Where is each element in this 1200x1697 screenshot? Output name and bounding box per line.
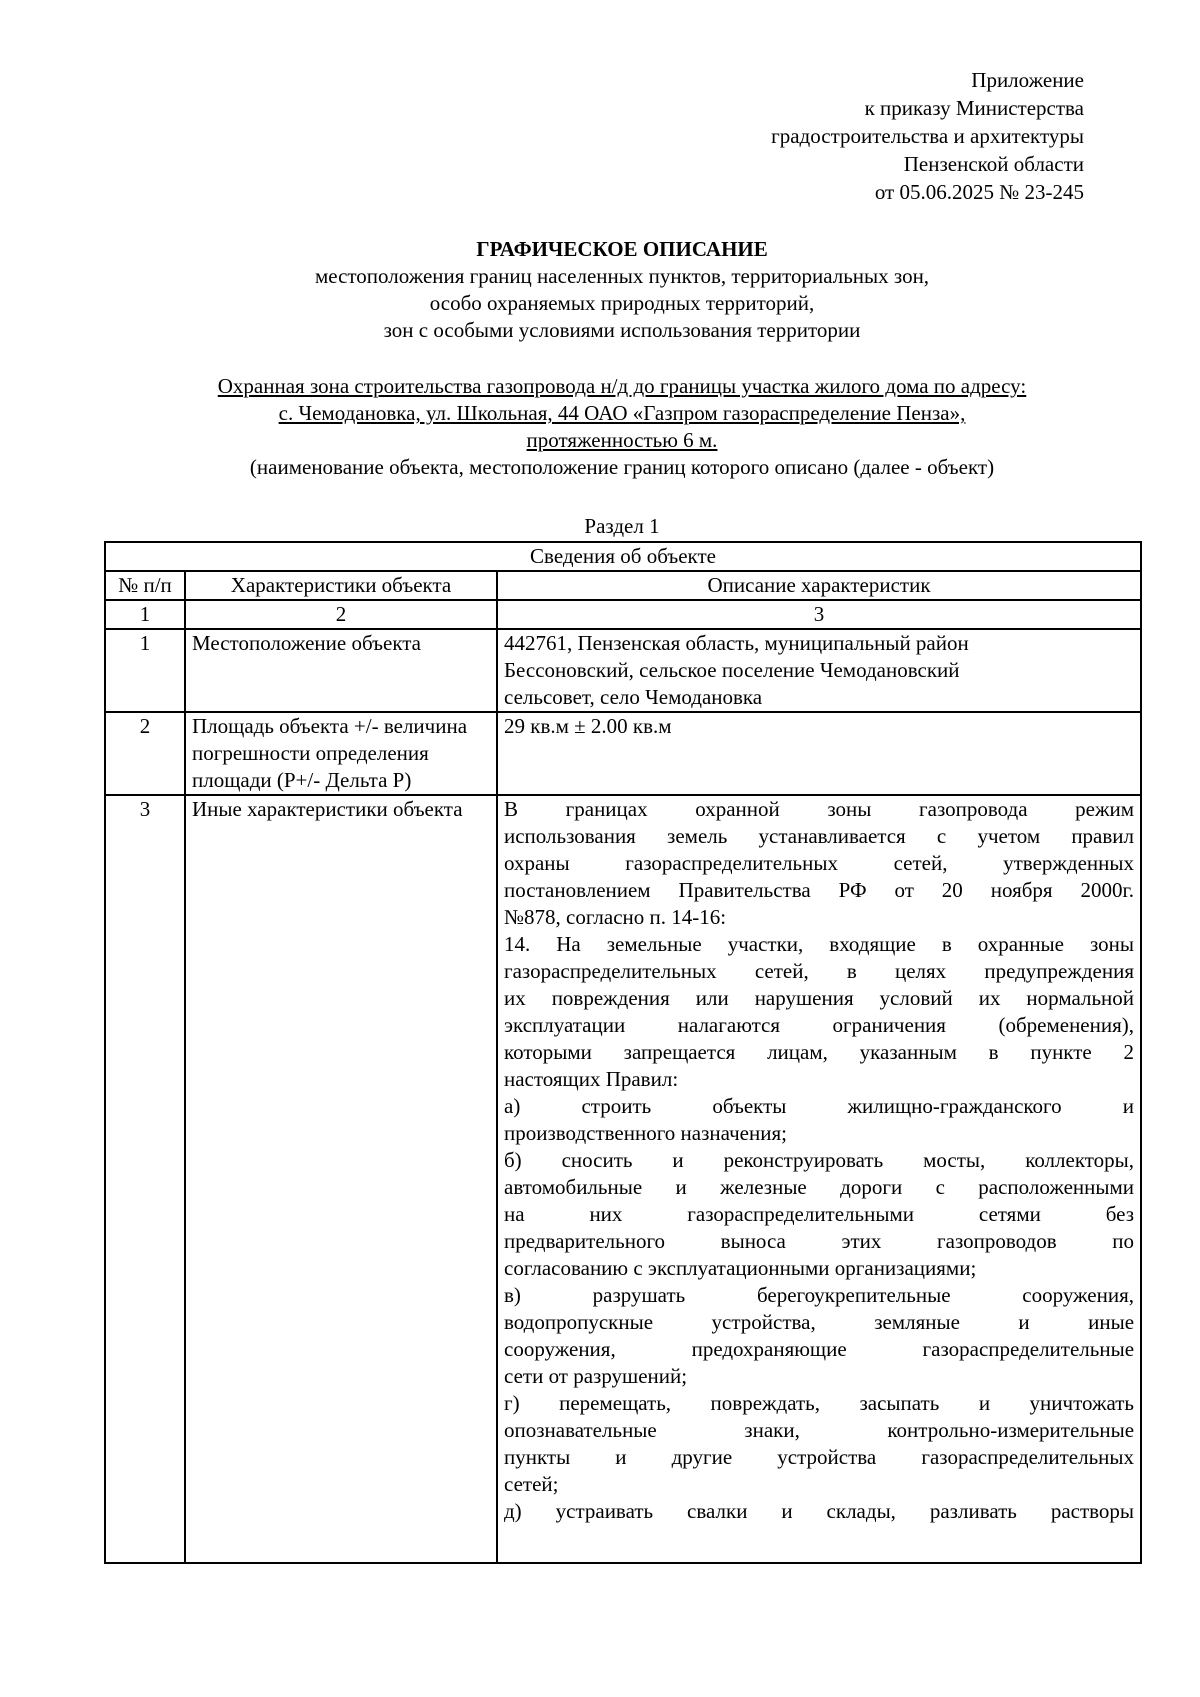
row-characteristic — [185, 712, 497, 795]
description-line: постановлением Правительства РФ от 20 ноября 2000г. — [504, 878, 1135, 902]
description-line: 442761, Пензенская область, муниципальный район — [504, 631, 969, 655]
object-info-table — [104, 541, 1142, 1578]
description-line: сооружения, предохраняющие газораспределительные — [504, 1337, 1135, 1361]
object-name-line: Охранная зона строительства газопровода н/д до границы участка жилого дома по адресу: — [217, 374, 1027, 398]
description-line: на них газораспределительными сетями без — [504, 1202, 1135, 1226]
description-line: Бессоновский, сельское поселение Чемодановский — [504, 658, 960, 682]
object-name-line: с. Чемодановка, ул. Школьная, 44 ОАО «Газпром газораспределение Пенза», — [278, 401, 966, 425]
description-line: б) сносить и реконструировать мосты, коллекторы, — [504, 1148, 1135, 1172]
row-characteristic: Местоположение объекта — [185, 629, 497, 712]
table-title-row — [105, 542, 1141, 571]
row-characteristic: Иные характеристики объекта — [185, 795, 497, 1577]
approval-line: к приказу Министерства — [864, 96, 1084, 120]
header-cell: Характеристики объекта — [185, 571, 497, 600]
description-line: 14. На земельные участки, входящие в охранные зоны — [504, 932, 1135, 956]
description-line: №878, согласно п. 14-16: — [504, 905, 727, 929]
section-label: Раздел 1 — [584, 514, 660, 538]
description-line: а) строить объекты жилищно-гражданского и — [504, 1094, 1135, 1118]
characteristic-line: Площадь объекта +/- величина — [192, 714, 468, 738]
description-line: настоящих Правил: — [504, 1067, 679, 1091]
description-line: охраны газораспределительных сетей, утвержденных — [504, 851, 1135, 875]
description-line: эксплуатации налагаются ограничения (обременения), — [504, 1013, 1135, 1037]
table-row — [105, 795, 1141, 1577]
row-description — [497, 712, 1141, 795]
description-line: их повреждения или нарушения условий их нормальной — [504, 986, 1135, 1010]
table-title: Сведения об объекте — [105, 542, 1141, 571]
row-number: 2 — [105, 712, 185, 795]
page-bottom-margin — [100, 1564, 1160, 1697]
column-number-cell: 1 — [105, 600, 185, 629]
row-number: 3 — [105, 795, 185, 1577]
characteristic-line: площади (Р+/- Дельта Р) — [192, 768, 412, 792]
description-line: предварительного выноса этих газопроводов по — [504, 1229, 1135, 1253]
table-bottom-border — [104, 1562, 1140, 1564]
description-line: в) разрушать берегоукрепительные сооружения, — [504, 1283, 1135, 1307]
approval-date-line: от 05.06.2025 № 23-245 — [874, 180, 1084, 204]
object-name-line: протяженностью 6 м. — [526, 428, 718, 452]
heading-subtitle-line: особо охраняемых природных территорий, — [429, 291, 815, 315]
approval-line: градостроительства и архитектуры — [771, 124, 1084, 148]
object-caption: (наименование объекта, местоположение границ которого описано (далее - объект) — [249, 455, 995, 479]
document-heading — [104, 236, 1140, 344]
description-line: сетей; — [504, 1472, 559, 1496]
description-line: г) перемещать, повреждать, засыпать и уничтожать — [504, 1391, 1135, 1415]
description-line: автомобильные и железные дороги с расположенными — [504, 1175, 1135, 1199]
description-line: сельсовет, село Чемодановка — [504, 685, 763, 709]
description-line: опознавательные знаки, контрольно-измерительные — [504, 1418, 1135, 1442]
description-line: сети от разрушений; — [504, 1364, 688, 1388]
description-line: 29 кв.м ± 2.00 кв.м — [504, 714, 672, 738]
row-description — [497, 629, 1141, 712]
column-number-row — [105, 600, 1141, 629]
description-line: В границах охранной зоны газопровода режим — [504, 797, 1135, 821]
approval-line: Приложение — [971, 68, 1084, 92]
characteristic-line: погрешности определения — [192, 741, 429, 765]
heading-subtitle-line: зон с особыми условиями использования территории — [383, 318, 861, 342]
description-line: которыми запрещается лицам, указанным в пункте 2 — [504, 1040, 1135, 1064]
description-line: водопропускные устройства, земляные и иные — [504, 1310, 1135, 1334]
heading-subtitle-line: местоположения границ населенных пунктов, территориальных зон, — [314, 264, 930, 288]
row-number: 1 — [105, 629, 185, 712]
header-cell: Описание характеристик — [497, 571, 1141, 600]
description-line: согласованию с эксплуатационными организациями; — [504, 1256, 977, 1280]
description-line: пункты и другие устройства газораспределительных — [504, 1445, 1135, 1469]
row-description — [497, 795, 1141, 1577]
table-row — [105, 629, 1141, 712]
header-cell: № п/п — [105, 571, 185, 600]
object-name-block — [104, 373, 1140, 481]
approval-block — [771, 66, 1084, 206]
table-header-row — [105, 571, 1141, 600]
description-line: газораспределительных сетей, в целях предупреждения — [504, 959, 1135, 983]
table-row — [105, 712, 1141, 795]
column-number-cell: 2 — [185, 600, 497, 629]
description-line: д) устраивать свалки и склады, разливать растворы — [504, 1499, 1135, 1523]
column-number-cell: 3 — [497, 600, 1141, 629]
document-title: ГРАФИЧЕСКОЕ ОПИСАНИЕ — [476, 237, 768, 261]
description-line: использования земель устанавливается с учетом правил — [504, 824, 1135, 848]
approval-line: Пензенской области — [903, 152, 1084, 176]
description-line: производственного назначения; — [504, 1121, 787, 1145]
